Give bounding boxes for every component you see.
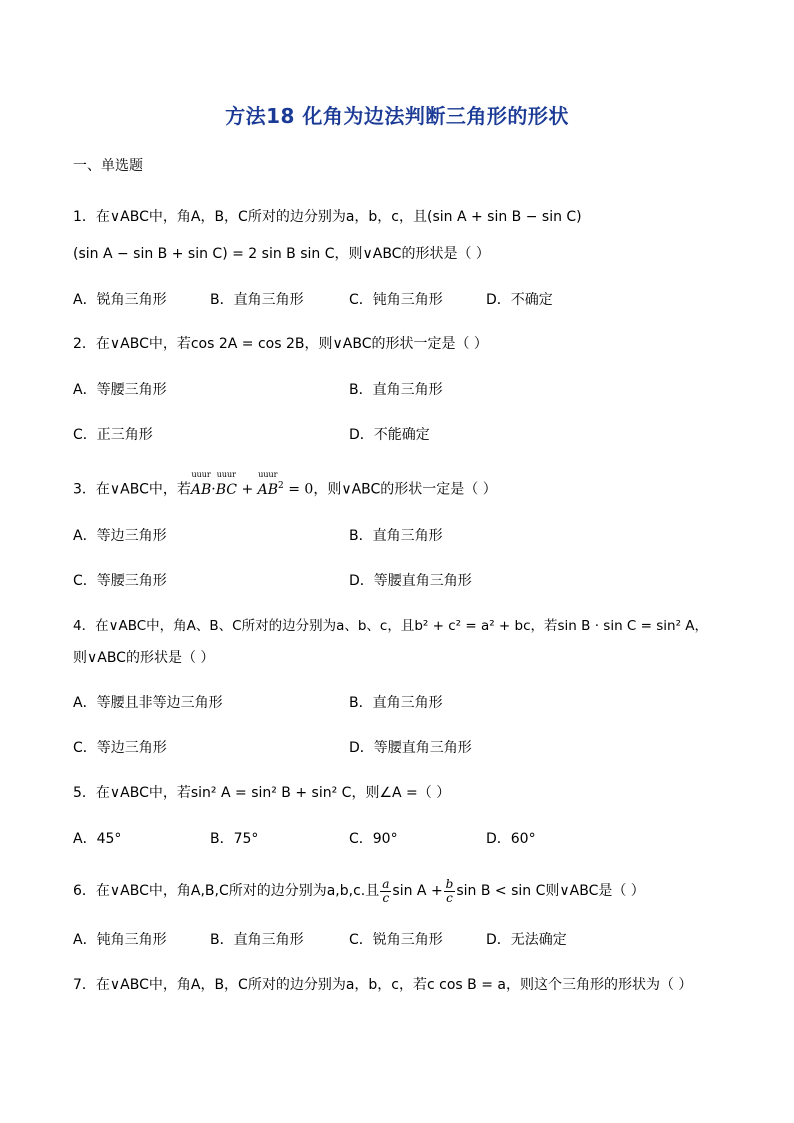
q6-option-d[interactable]: D．无法确定 [486,932,567,948]
q4-option-a[interactable]: A．等腰且非等边三角形 [73,695,223,711]
section-heading: 一、单选题 [73,158,143,174]
dot-operator: · [211,481,216,498]
q6-prefix: 6．在∨ABC中，角A,B,C所对的边分别为a,b,c.且 [73,883,380,899]
q6-option-a[interactable]: A．钝角三角形 [73,932,167,948]
fraction-b-over-c: $\frac{b}{c}$ [445,876,454,905]
page-title: 方法18 化角为边法判断三角形的形状 [225,104,569,128]
q3-suffix: ，则∨ABC的形状一定是（ ） [313,481,497,498]
q5-option-b[interactable]: B．75° [210,831,259,847]
plus-operator: + [241,481,254,498]
vector-arrow: uuur [216,469,236,479]
q3-stem [73,469,497,500]
vector-bc: uuur BC [215,469,237,498]
q5-option-d[interactable]: D．60° [486,831,536,847]
q2-option-a[interactable]: A．等腰三角形 [73,382,167,398]
q3-option-a[interactable]: A．等边三角形 [73,528,167,544]
q1-option-b[interactable]: B．直角三角形 [210,292,304,308]
vector-ab: uuur AB [190,469,212,498]
q1-option-c[interactable]: C．钝角三角形 [349,292,443,308]
q4-stem-line2: 则∨ABC的形状是（ ） [73,650,215,666]
q6-option-b[interactable]: B．直角三角形 [210,932,304,948]
q2-option-b[interactable]: B．直角三角形 [349,382,443,398]
q2-option-d[interactable]: D．不能确定 [349,427,430,443]
q3-option-c[interactable]: C．等腰三角形 [73,573,167,589]
q1-option-d[interactable]: D．不确定 [486,292,553,308]
q1-stem-line2: (sin A − sin B + sin C) = 2 sin B sin C，则∨ABC的形状是（ ） [73,246,490,262]
vector-arrow: uuur [191,469,211,479]
vector-arrow: uuur [258,469,278,479]
q4-option-c[interactable]: C．等边三角形 [73,740,167,756]
q2-stem: 2．在∨ABC中，若cos 2A = cos 2B，则∨ABC的形状一定是（ ） [73,336,488,352]
q3-option-b[interactable]: B．直角三角形 [349,528,443,544]
q6-suffix: sin B < sin C则∨ABC是（ ） [456,883,645,899]
q1-option-a[interactable]: A．锐角三角形 [73,292,167,308]
q7-stem: 7．在∨ABC中，角A，B，C所对的边分别为a，b，c，若c cos B = a，则这个三角形的形状为（ ） [73,977,693,993]
q3-option-d[interactable]: D．等腰直角三角形 [349,573,472,589]
q4-option-b[interactable]: B．直角三角形 [349,695,443,711]
q5-option-a[interactable]: A．45° [73,831,122,847]
equals-zero: = 0 [288,481,314,498]
q6-stem [73,876,645,906]
exponent: 2 [278,481,284,491]
fraction-a-over-c: $\frac{a}{c}$ [382,876,390,905]
q2-option-c[interactable]: C．正三角形 [73,427,153,443]
q1-stem-line1: 1．在∨ABC中，角A，B，C所对的边分别为a，b，c，且(sin A + sin B − sin C) [73,209,582,225]
q5-stem: 5．在∨ABC中，若sin² A = sin² B + sin² C，则∠A =（ ） [73,785,451,801]
q5-option-c[interactable]: C．90° [349,831,398,847]
vector-ab-squared: uuur AB [257,469,279,498]
q4-stem-line1: 4．在∨ABC中，角A、B、C所对的边分别为a、b、c，且b² + c² = a² + bc，若sin B · sin C = sin² A， [73,618,709,634]
q3-prefix: 3．在∨ABC中，若 [73,481,191,498]
q4-option-d[interactable]: D．等腰直角三角形 [349,740,472,756]
q6-mid: sin A + [392,883,443,899]
q6-option-c[interactable]: C．锐角三角形 [349,932,443,948]
